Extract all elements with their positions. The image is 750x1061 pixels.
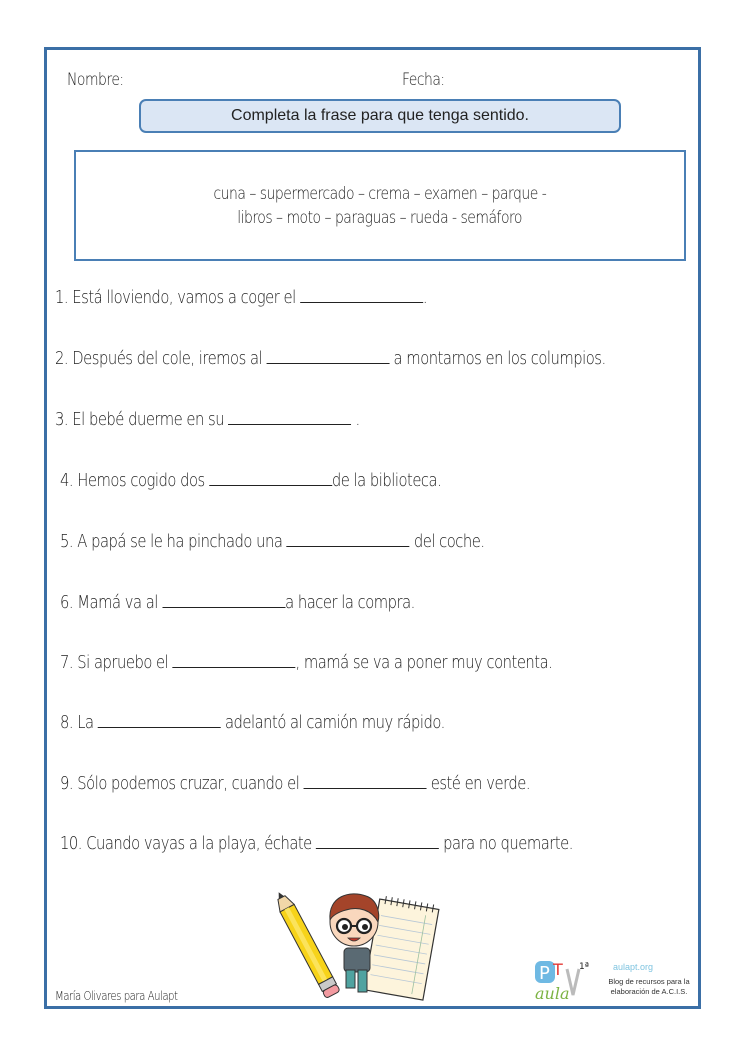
svg-text:T: T bbox=[553, 960, 563, 979]
answer-blank-8[interactable] bbox=[98, 713, 221, 728]
answer-blank-4[interactable] bbox=[209, 471, 332, 486]
answer-blank-6[interactable] bbox=[162, 593, 285, 608]
instruction-text: Completa la frase para que tenga sentido. bbox=[231, 107, 529, 124]
question-2: 2. Después del cole, iremos al a montarnos en los columpios. bbox=[55, 348, 606, 369]
boy-with-pencil-and-notepad-illustration bbox=[274, 886, 446, 1004]
question-1: 1. Está lloviendo, vamos a coger el . bbox=[55, 287, 428, 308]
word-bank-line-1: cuna – supermercado – crema – examen – parque - bbox=[213, 183, 547, 204]
word-bank-line-2: libros – moto – paraguas – rueda - semáforo bbox=[237, 207, 523, 228]
answer-blank-9[interactable] bbox=[304, 774, 427, 789]
word-bank bbox=[74, 150, 686, 261]
answer-blank-5[interactable] bbox=[287, 532, 410, 547]
question-6: 6. Mamá va al a hacer la compra. bbox=[60, 592, 415, 613]
answer-blank-7[interactable] bbox=[172, 653, 295, 668]
svg-text:1ª: 1ª bbox=[579, 962, 589, 972]
question-5: 5. A papá se le ha pinchado una del coche. bbox=[60, 531, 485, 552]
question-7: 7. Si apruebo el , mamá se va a poner muy contenta. bbox=[60, 652, 553, 673]
question-8: 8. La adelantó al camión muy rápido. bbox=[60, 712, 445, 733]
name-label: Nombre: bbox=[67, 70, 124, 90]
question-3: 3. El bebé duerme en su . bbox=[55, 409, 360, 430]
logo-site: aulapt.org bbox=[613, 962, 654, 972]
svg-text:P: P bbox=[539, 963, 550, 984]
answer-blank-1[interactable] bbox=[300, 288, 423, 303]
pt-aula-logo-icon bbox=[533, 955, 597, 1005]
question-10: 10. Cuando vayas a la playa, échate para no quemarte. bbox=[60, 833, 573, 854]
question-9: 9. Sólo podemos cruzar, cuando el esté en verde. bbox=[60, 773, 531, 794]
instruction-banner bbox=[139, 99, 621, 133]
answer-blank-2[interactable] bbox=[266, 349, 389, 364]
author-credit: María Olivares para Aulapt bbox=[55, 989, 178, 1003]
aulapt-logo bbox=[533, 955, 703, 1005]
date-label: Fecha: bbox=[402, 70, 445, 90]
answer-blank-3[interactable] bbox=[228, 410, 351, 425]
svg-text:aula: aula bbox=[535, 984, 570, 1003]
logo-description: Blog de recursos para la elaboración de A.C.I.S. bbox=[608, 977, 690, 996]
question-4: 4. Hemos cogido dos de la biblioteca. bbox=[60, 470, 442, 491]
answer-blank-10[interactable] bbox=[316, 834, 439, 849]
